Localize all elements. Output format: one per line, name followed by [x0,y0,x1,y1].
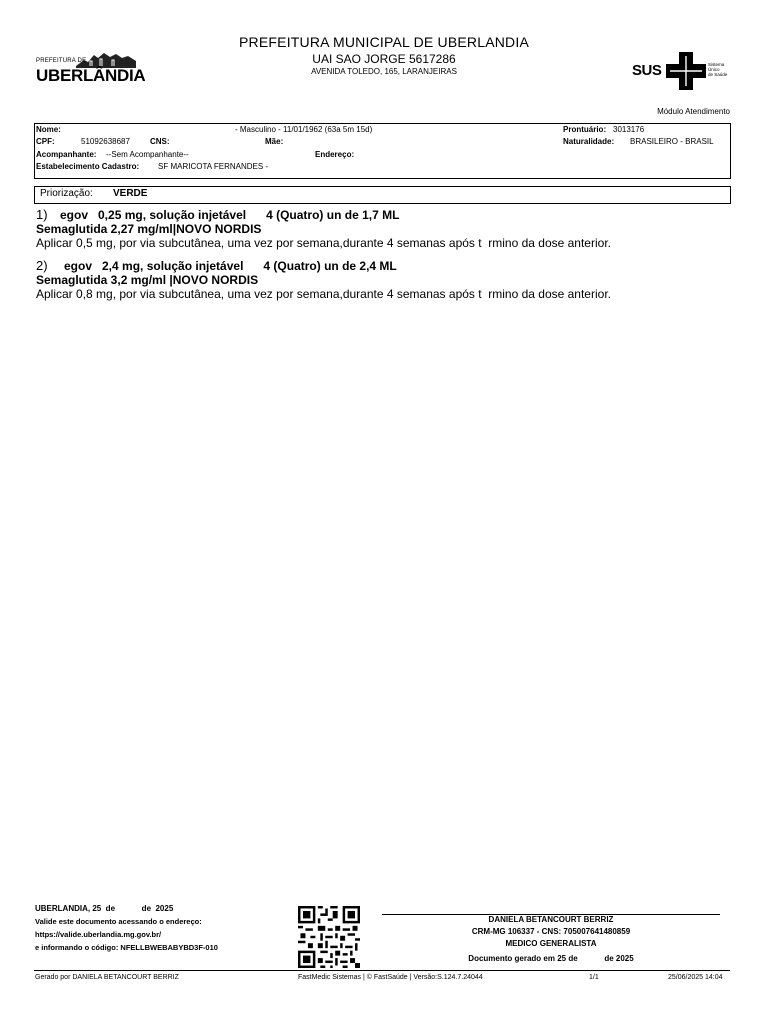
logo-small-text: PREFEITURA DE [36,58,87,64]
page-title: PREFEITURA MUNICIPAL DE UBERLANDIA [239,34,529,50]
validate-code: e informando o código: NFELLBWEBABYBD3F-010 [35,943,218,952]
footer-validation [35,902,218,954]
prescription-name: egov 2,4 mg, solução injetável 4 (Quatro) un de 2,4 ML [64,259,397,273]
prescription-number: 1) [36,207,48,222]
doctor-crm: CRM-MG 106337 - CNS: 705007641480859 [471,927,631,936]
priority-box [34,186,731,204]
page-number: 1/1 [589,974,599,981]
prescription-drug: Semaglutida 3,2 mg/ml |NOVO NORDIS [36,273,259,287]
cpf-label: CPF: [36,137,55,146]
estabelecimento-value: SF MARICOTA FERNANDES - [158,162,269,171]
prescription-item [36,258,736,301]
prescription-drug: Semaglutida 2,27 mg/ml|NOVO NORDIS [36,222,262,236]
acompanhante-label: Acompanhante: [36,150,97,159]
cns-label: CNS: [150,137,170,146]
health-cross-icon [666,52,706,90]
generated-date: Documento gerado em 25 de de 2025 [468,954,634,963]
prescription-name: egov 0,25 mg, solução injetável 4 (Quatro) un de 1,7 ML [60,208,400,222]
estabelecimento-label: Estabelecimento Cadastro: [36,162,140,171]
prescription-instructions: Aplicar 0,8 mg, por via subcutânea, uma vez por semana,durante 4 semanas após t rmino da dose anterior. [36,287,611,301]
sus-text: SUS [632,62,662,79]
patient-info-box [34,123,731,179]
priority-label: Priorização: [40,188,93,199]
mae-label: Mãe: [265,137,284,146]
prontuario-value: 3013176 [613,125,645,134]
sus-caption: Sistema Único de Saúde [708,62,728,77]
validate-text: Valide este documento acessando o endereço: [35,917,202,926]
footer-divider [34,970,730,971]
logo-big-text: UBERLÂNDIA [36,66,146,85]
acompanhante-value: --Sem Acompanhante-- [106,150,189,159]
unit-address: AVENIDA TOLEDO, 165, LARANJEIRAS [311,67,457,76]
sex-birth: - Masculino - 11/01/1962 (63a 5m 15d) [235,125,373,134]
prescription-number: 2) [36,258,48,273]
prescription-item [36,207,736,250]
priority-value: VERDE [113,188,148,199]
cpf-value: 51092638687 [81,137,130,146]
system-version: FastMedic Sistemas | © FastSaúde | Versão:S.124.7.24044 [298,974,483,981]
qr-code-icon [298,906,360,968]
prescription-instructions: Aplicar 0,5 mg, por via subcutânea, uma vez por semana,durante 4 semanas após t rmino da dose anterior. [36,236,611,250]
naturalidade-label: Naturalidade: [563,137,615,146]
validate-url[interactable]: https://valide.uberlandia.mg.gov.br/ [35,930,162,939]
timestamp: 25/06/2025 14:04 [668,974,723,981]
endereco-label: Endereço: [315,150,355,159]
city-date: UBERLANDIA, 25 de de 2025 [35,904,174,913]
nome-label: Nome: [36,125,61,134]
doctor-specialty: MEDICO GENERALISTA [505,939,597,948]
module-label: Módulo Atendimento [657,107,730,116]
doctor-name: DANIELA BETANCOURT BERRIZ [488,915,614,924]
naturalidade-value: BRASILEIRO - BRASIL [630,137,714,146]
sus-logo [630,52,740,92]
prontuario-label: Prontuário: [563,125,607,134]
generated-by: Gerado por DANIELA BETANCOURT BERRIZ [35,974,179,981]
unit-name: UAI SAO JORGE 5617286 [312,52,456,66]
